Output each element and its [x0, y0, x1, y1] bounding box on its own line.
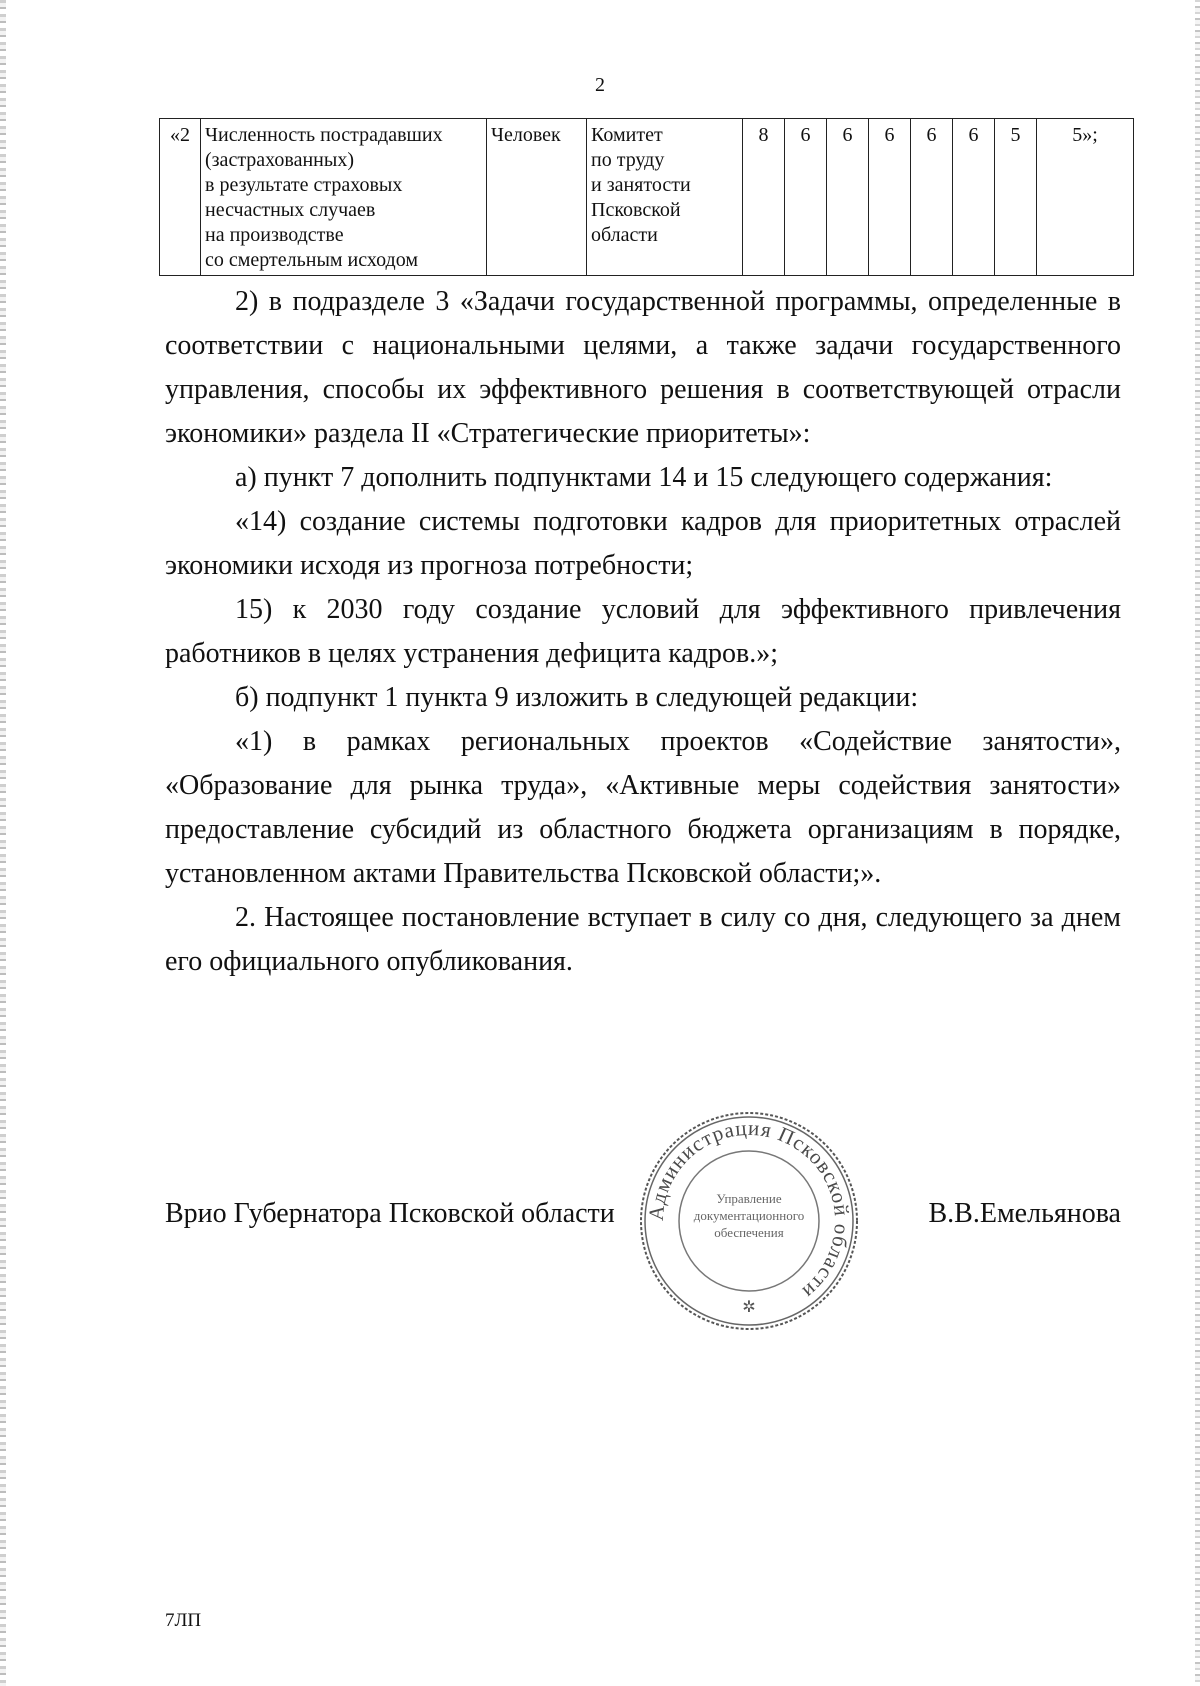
indicator-name-line: в результате страховых — [205, 174, 403, 196]
value-cell: 5»; — [1037, 119, 1134, 276]
responsible-line: Комитет — [591, 124, 663, 146]
seal-ring-text: Администрация Псковской области — [643, 1115, 855, 1305]
indicator-name-cell — [201, 119, 487, 276]
svg-text:✲: ✲ — [742, 1299, 756, 1316]
signature-block — [165, 1198, 1121, 1238]
unit-cell: Человек — [487, 119, 587, 276]
scan-edge-right — [1195, 0, 1200, 1686]
indicator-name-line: со смертельным исходом — [205, 249, 418, 271]
seal-center-line: обеспечения — [714, 1225, 784, 1240]
seal-center-line: документационного — [693, 1208, 805, 1223]
signatory-name: В.В.Емельянова — [928, 1198, 1121, 1229]
paragraph: 2) в подразделе 3 «Задачи государственной программы, определенные в соответствии с национальными целями, а также задачи государственного управления, способы их эффективного решения в соответствующей отрасли экономики» раздела II «Стратегические приоритеты»: — [165, 286, 1121, 449]
indicator-name-line: на производстве — [205, 224, 344, 246]
paragraph: «1) в рамках региональных проектов «Содействие занятости», «Образование для рынка труда», «Активные меры содействия занятости» предоставление субсидий из областного бюджета организациям в порядке, установленном актами Правительства Псковской области;». — [165, 726, 1121, 889]
value-cell: 5 — [995, 119, 1037, 276]
value-cell: 8 — [743, 119, 785, 276]
value-cell: 6 — [869, 119, 911, 276]
indicator-name-line: (застрахованных) — [205, 149, 354, 171]
indicator-name-line: Численность пострадавших — [205, 124, 443, 146]
seal-center-line: Управление — [716, 1191, 782, 1206]
signatory-title: Врио Губернатора Псковской области — [165, 1198, 615, 1229]
value-cell: 6 — [911, 119, 953, 276]
page-number: 2 — [595, 74, 605, 96]
value-cell: 6 — [827, 119, 869, 276]
paragraph: б) подпункт 1 пункта 9 изложить в следующей редакции: — [235, 682, 919, 713]
indicator-table — [159, 118, 1134, 276]
paragraph: 2. Настоящее постановление вступает в силу со дня, следующего за днем его официального опубликования. — [165, 902, 1121, 977]
scan-edge-left — [0, 0, 6, 1686]
document-body — [165, 280, 1121, 984]
paragraph: а) пункт 7 дополнить подпунктами 14 и 15 следующего содержания: — [235, 462, 1053, 493]
paragraph: 15) к 2030 году создание условий для эффективного привлечения работников в целях устранения дефицита кадров.»; — [165, 594, 1121, 669]
indicator-name-line: несчастных случаев — [205, 199, 376, 221]
value-cell: 6 — [785, 119, 827, 276]
table-row — [160, 119, 1134, 276]
value-cell: 6 — [953, 119, 995, 276]
responsible-line: и занятости — [591, 174, 691, 196]
responsible-line: Псковской — [591, 199, 681, 221]
row-number: «2 — [160, 119, 201, 276]
responsible-cell — [587, 119, 743, 276]
footer-code: 7ЛП — [165, 1610, 202, 1631]
paragraph: «14) создание системы подготовки кадров для приоритетных отраслей экономики исходя из прогноза потребности; — [165, 506, 1121, 581]
responsible-line: области — [591, 224, 658, 246]
responsible-line: по труду — [591, 149, 665, 171]
